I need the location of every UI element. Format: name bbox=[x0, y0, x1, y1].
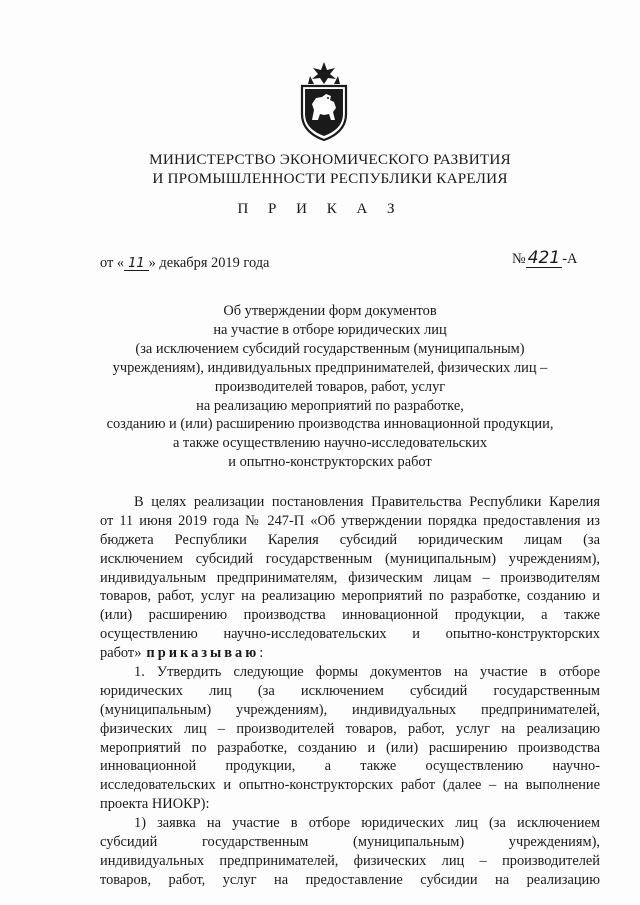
date-suffix: » декабря 2019 года bbox=[148, 255, 270, 271]
body-line-text: индивидуальным предпринимателям, физическим лицам – производителям bbox=[100, 569, 600, 586]
body-line bbox=[100, 682, 600, 701]
subject-line: производителей товаров, работ, услуг bbox=[214, 378, 446, 395]
subject-line: а также осуществлению научно-исследовательских bbox=[172, 435, 488, 452]
subject-line: на участие в отборе юридических лиц bbox=[213, 321, 447, 338]
body-line-text: (муниципальным) учреждениям), индивидуальных предпринимателей, bbox=[100, 701, 600, 718]
body-line-text: индивидуальных предпринимателей, физических лиц – производителей bbox=[100, 852, 600, 869]
ministry-name-line-2: И ПРОМЫШЛЕННОСТИ РЕСПУБЛИКИ КАРЕЛИЯ bbox=[152, 170, 508, 187]
order-body-text bbox=[100, 493, 600, 890]
body-line bbox=[100, 550, 600, 569]
body-line bbox=[100, 739, 600, 758]
body-line-text: бюджета Республики Карелия субсидий юридическим лицам (за bbox=[100, 531, 600, 548]
body-line bbox=[100, 795, 600, 814]
body-line-text: субсидий государственным (муниципальным) учреждениям), bbox=[100, 834, 600, 851]
subject-line: на реализацию мероприятий по разработке, bbox=[196, 397, 464, 414]
body-line bbox=[100, 493, 600, 512]
order-number bbox=[512, 250, 577, 268]
order-subject-title bbox=[100, 302, 560, 472]
body-line-text: инновационной продукции, а также осуществлению научно- bbox=[100, 758, 600, 775]
body-line bbox=[100, 644, 600, 663]
subject-line: созданию и (или) расширению производства инновационной продукции, bbox=[106, 416, 554, 433]
body-line-text: от 11 июня 2019 года № 247-П «Об утверждении порядка предоставления из bbox=[100, 512, 600, 529]
body-line-text: 1) заявка на участие в отборе юридических лиц (за исключением bbox=[134, 815, 600, 832]
body-line-text: товаров, работ, услуг на реализацию мероприятий по разработке, созданию и bbox=[100, 588, 600, 605]
body-line-text: (или) расширению производства инновационной продукции, а также bbox=[100, 607, 600, 624]
body-line bbox=[100, 531, 600, 550]
body-line-text: В целях реализации постановления Правительства Республики Карелия bbox=[134, 494, 600, 510]
body-line bbox=[100, 587, 600, 606]
number-sign: № bbox=[512, 251, 526, 267]
body-line-text: 1. Утвердить следующие формы документов на участие в отборе bbox=[134, 664, 600, 681]
body-line-text: юридических лиц (за исключением субсидий государственным bbox=[100, 682, 600, 699]
ministry-name-line-1: МИНИСТЕРСТВО ЭКОНОМИЧЕСКОГО РАЗВИТИЯ bbox=[149, 151, 511, 168]
body-line-text: физических лиц – производителей товаров, работ, услуг на реализацию bbox=[100, 720, 600, 737]
karelia-coat-of-arms-icon bbox=[298, 60, 350, 142]
ministry-name bbox=[100, 150, 560, 188]
order-date bbox=[100, 255, 269, 272]
body-line bbox=[100, 776, 600, 795]
subject-line: Об утверждении форм документов bbox=[223, 303, 437, 319]
body-line bbox=[100, 814, 600, 833]
body-line-text: товаров, работ, услуг на предоставление субсидии на реализацию bbox=[100, 871, 600, 888]
subject-line: (за исключением субсидий государственным (муниципальным) bbox=[135, 340, 525, 357]
order-verb-colon: : bbox=[259, 645, 264, 662]
handwritten-number: 421 bbox=[527, 248, 561, 268]
body-line bbox=[100, 871, 600, 890]
body-line bbox=[100, 852, 600, 871]
body-line-text: осуществлению научно-исследовательских и опытно-конструкторских bbox=[100, 626, 600, 643]
number-suffix: -А bbox=[562, 251, 578, 267]
body-line-text: мероприятий по разработке, созданию и (или) расширению производства bbox=[100, 739, 600, 756]
document-type-title: П Р И К А З bbox=[237, 201, 403, 217]
subject-line: учреждениям), индивидуальных предпринимателей, физических лиц – bbox=[112, 359, 548, 376]
body-line bbox=[100, 625, 600, 644]
order-verb: приказываю bbox=[146, 645, 260, 662]
body-line-text: исключением субсидий государственным (муниципальным) учреждениям), bbox=[100, 550, 600, 567]
body-line-text: проекта НИОКР): bbox=[100, 796, 210, 813]
body-line bbox=[100, 757, 600, 776]
body-line bbox=[100, 833, 600, 852]
date-prefix: от « bbox=[100, 255, 125, 271]
body-line-text: исследовательских и опытно-конструкторских работ (далее – на выполнение bbox=[100, 777, 600, 794]
body-line bbox=[100, 569, 600, 588]
body-line bbox=[100, 512, 600, 531]
body-line-text: работ» bbox=[100, 645, 142, 662]
handwritten-day: 11 bbox=[124, 257, 149, 271]
subject-line: и опытно-конструкторских работ bbox=[228, 454, 432, 471]
body-line bbox=[100, 606, 600, 625]
body-line bbox=[100, 701, 600, 720]
body-line bbox=[100, 720, 600, 739]
body-line bbox=[100, 663, 600, 682]
